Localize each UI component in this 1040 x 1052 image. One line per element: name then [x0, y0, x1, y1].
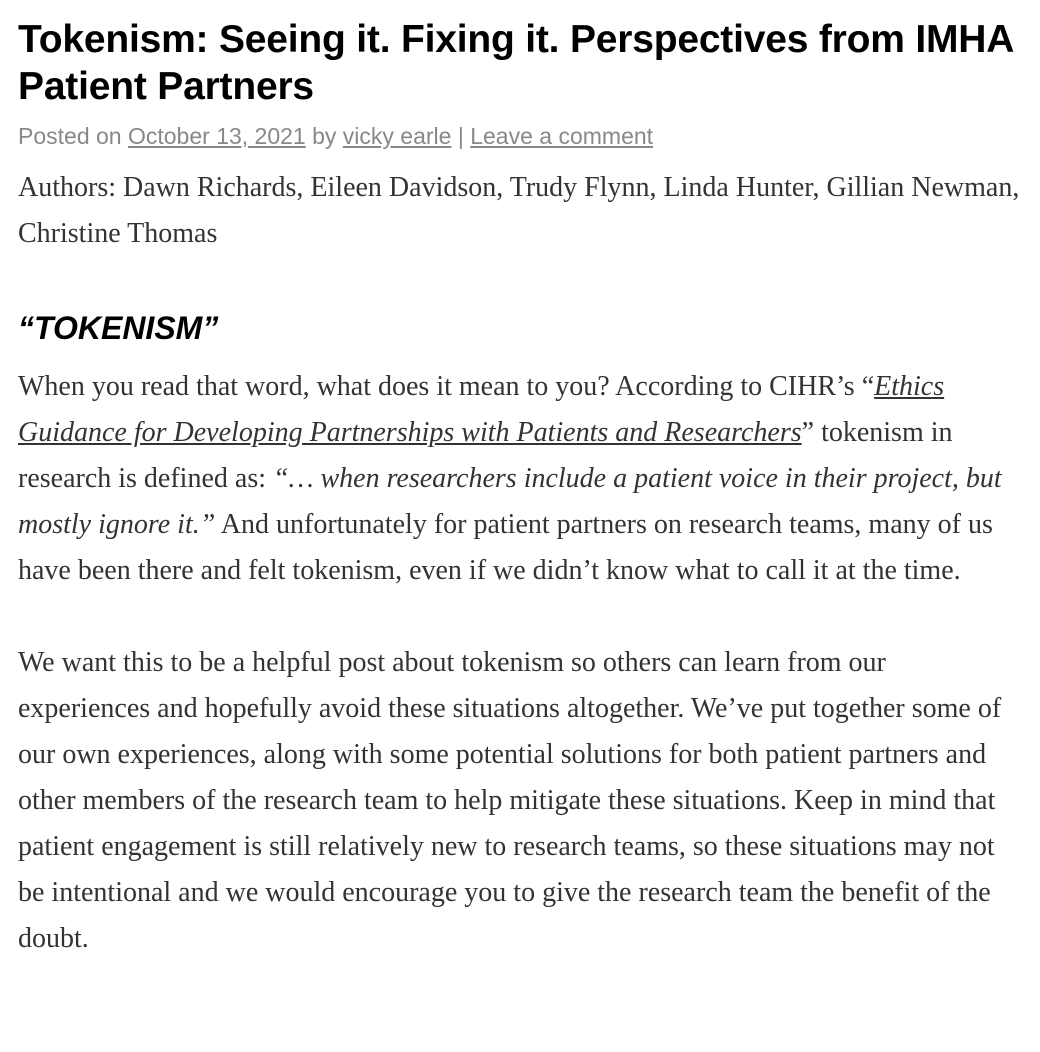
post-author-link[interactable]: vicky earle — [342, 123, 452, 149]
meta-separator: | — [457, 123, 464, 149]
paragraph-1-intro: When you read that word, what does it mean to you? According to CIHR’s “ — [18, 371, 875, 402]
paragraph-2: We want this to be a helpful post about tokenism so others can learn from our experiences and hopefully avoid these situations altogether. We’ve put together some of our own experiences, along with some potential solutions for both patient partners and other members of the research team to help mitigate these situations. Keep in mind that patient engagement is still relatively new to research teams, so these situations may not be intentional and we would encourage you to give the research team the benefit of the doubt. — [18, 647, 1002, 954]
authors-line: Authors: Dawn Richards, Eileen Davidson, Trudy Flynn, Linda Hunter, Gillian Newman, Christine Thomas — [18, 172, 1020, 249]
post-title: Tokenism: Seeing it. Fixing it. Perspectives from IMHA Patient Partners — [18, 18, 1013, 108]
paragraph-1-after-link: ” tokenism in research is defined as: — [18, 417, 953, 494]
posted-on-label: Posted on — [18, 123, 122, 149]
leave-comment-link[interactable]: Leave a comment — [470, 123, 654, 149]
blog-post — [18, 16, 1023, 962]
post-date-link[interactable]: October 13, 2021 — [127, 123, 306, 149]
by-label: by — [312, 123, 337, 149]
tokenism-definition-quote: “… when researchers include a patient voice in their project, but mostly ignore it.” — [18, 463, 1002, 540]
section-heading: “TOKENISM” — [18, 310, 219, 346]
paragraph-1-rest: And unfortunately for patient partners on research teams, many of us have been there and felt tokenism, even if we didn’t know what to call it at the time. — [18, 509, 993, 586]
paragraph-1 — [18, 364, 1023, 594]
post-meta — [18, 121, 1023, 151]
ethics-guidance-link-text: Ethics Guidance for Developing Partnerships with Patients and Researchers — [18, 371, 945, 448]
